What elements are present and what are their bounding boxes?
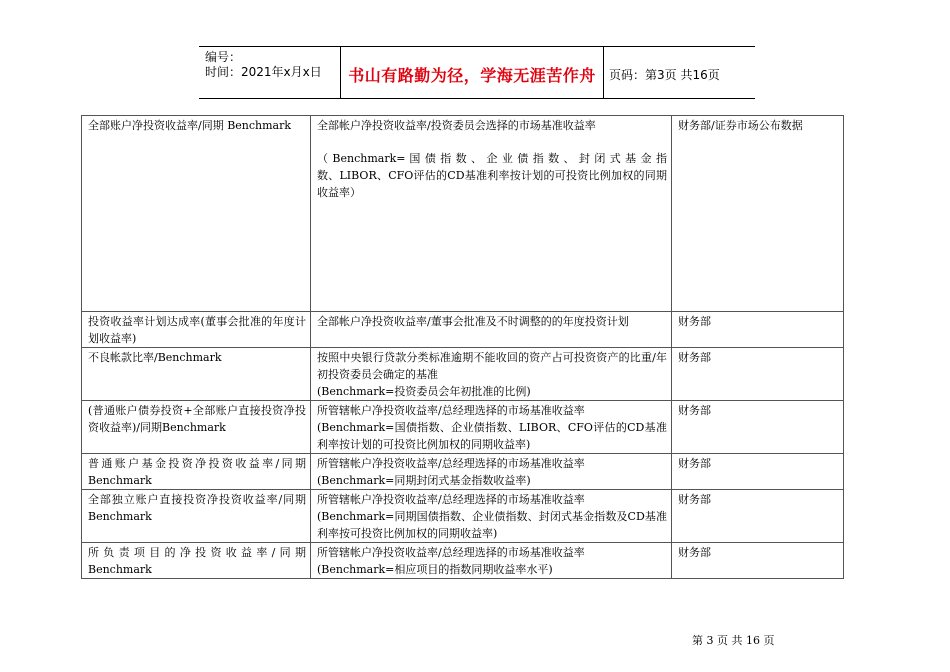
definition-cell (311, 116, 672, 312)
source-cell: 财务部 (672, 454, 844, 490)
table-row (82, 348, 844, 401)
definition-text: 所管辖帐户净投资收益率/总经理选择的市场基准收益率 (317, 457, 585, 470)
definition-cell (311, 490, 672, 543)
page-indicator: 页码：第3页 共16页 (609, 68, 720, 82)
definition-text: 按照中央银行贷款分类标准逾期不能收回的资产占可投资资产的比重/年初投资委员会确定的基准 (317, 351, 667, 381)
metric-cell: (普通账户债券投资+全部账户直接投资净投资收益率)/同期Benchmark (82, 401, 311, 454)
metric-cell: 投资收益率计划达成率(董事会批准的年度计划收益率) (82, 312, 311, 348)
table-row (82, 312, 844, 348)
table-row (82, 454, 844, 490)
metric-cell: 不良帐款比率/Benchmark (82, 348, 311, 401)
definition-text: 所管辖帐户净投资收益率/总经理选择的市场基准收益率 (317, 546, 585, 559)
benchmark-note: (Benchmark=同期封闭式基金指数收益率) (317, 474, 531, 487)
source-cell: 财务部 (672, 401, 844, 454)
definition-text: 所管辖帐户净投资收益率/总经理选择的市场基准收益率 (317, 493, 585, 506)
number-label: 编号： (205, 50, 242, 64)
metric-cell: 全部独立账户直接投资净投资收益率/同期Benchmark (82, 490, 311, 543)
definition-cell (311, 348, 672, 401)
metrics-table (81, 115, 844, 579)
source-cell: 财务部 (672, 348, 844, 401)
time-label: 时间：2021年x月x日 (205, 65, 322, 79)
benchmark-note: (Benchmark=国债指数、企业债指数、LIBOR、CFO评估的CD基准利率按计划的可投资比例加权的同期收益率) (317, 421, 667, 451)
table-row (82, 543, 844, 579)
definition-text: 所管辖帐户净投资收益率/总经理选择的市场基准收益率 (317, 404, 585, 417)
header-motto: 书山有路勤为径，学海无涯苦作舟 (348, 66, 596, 85)
metric-cell: 所负责项目的净投资收益率/同期Benchmark (82, 543, 311, 579)
benchmark-note: (Benchmark=相应项目的指数同期收益率水平) (317, 563, 553, 576)
benchmark-note: （ Benchmark= 国 债 指 数 、 企 业 债 指 数 、 封 闭 式 基 金 指 数、LIBOR、CFO评估的CD基准利率按计划的可投资比例加权的同期收益率） (317, 152, 667, 199)
source-cell: 财务部 (672, 543, 844, 579)
definition-cell (311, 401, 672, 454)
definition-text: 全部帐户净投资收益率/投资委员会选择的市场基准收益率 (317, 119, 596, 132)
page-footer: 第 3 页 共 16 页 (692, 634, 775, 647)
table-row (82, 490, 844, 543)
definition-cell (311, 454, 672, 490)
source-cell: 财务部 (672, 490, 844, 543)
header-info (205, 50, 322, 80)
benchmark-note: (Benchmark=投资委员会年初批准的比例) (317, 385, 531, 398)
metric-cell: 全部账户净投资收益率/同期 Benchmark (82, 116, 311, 312)
source-cell: 财务部/证券市场公布数据 (672, 116, 844, 312)
page-header (199, 46, 755, 99)
header-divider (603, 47, 604, 98)
metric-cell: 普通账户基金投资净投资收益率/同期Benchmark (82, 454, 311, 490)
source-cell: 财务部 (672, 312, 844, 348)
table-row (82, 401, 844, 454)
definition-cell: 全部帐户净投资收益率/董事会批准及不时调整的的年度投资计划 (311, 312, 672, 348)
definition-cell (311, 543, 672, 579)
benchmark-note: (Benchmark=同期国债指数、企业债指数、封闭式基金指数及CD基准利率按可投资比例加权的同期收益率) (317, 510, 667, 540)
table-row (82, 116, 844, 312)
